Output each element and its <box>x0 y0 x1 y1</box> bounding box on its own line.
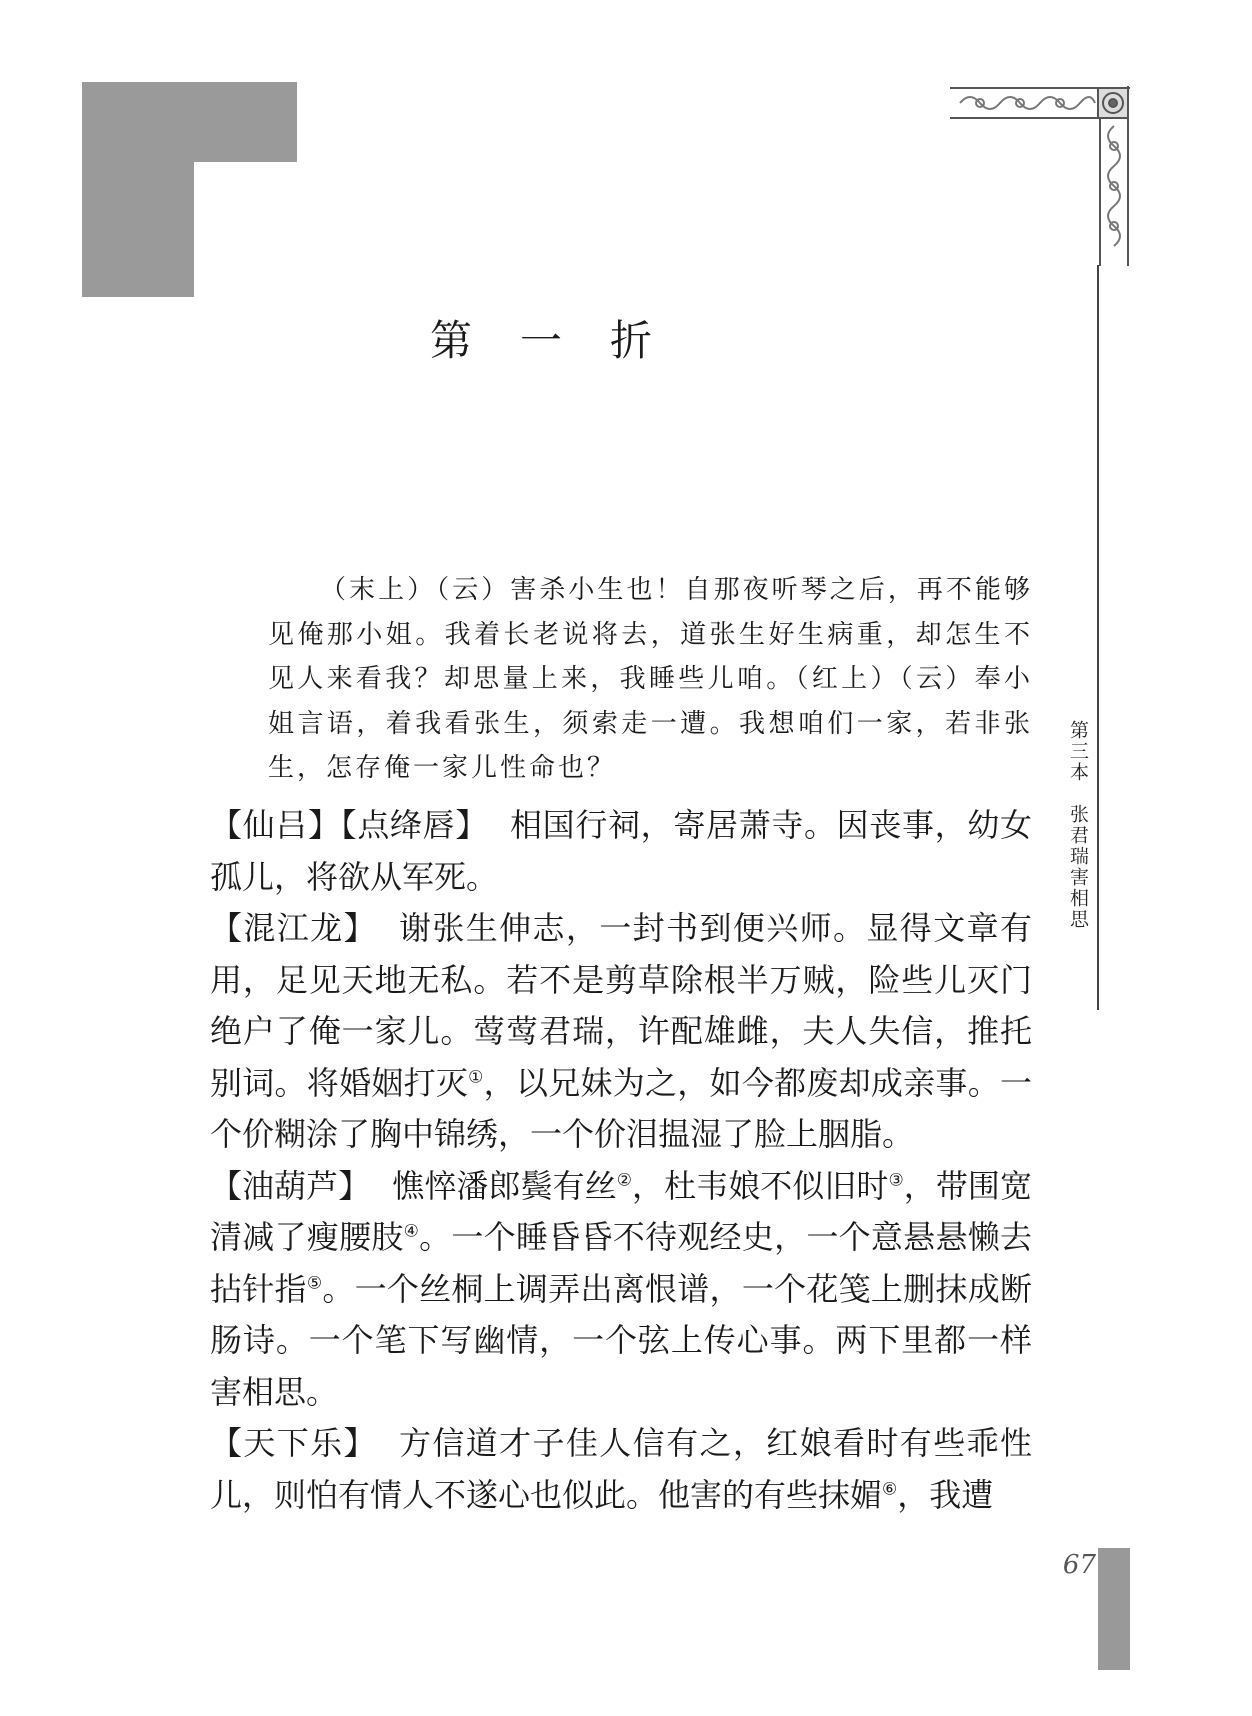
chapter-title: 第一折 <box>429 316 700 365</box>
verse-text: ，带围宽清减了瘦腰肢 <box>210 1166 1032 1256</box>
footnote-marker[interactable]: ④ <box>403 1221 420 1242</box>
verse-text: ，杜韦娘不似旧时 <box>632 1166 889 1205</box>
verse-text: 憔悴潘郎鬓有丝 <box>392 1166 617 1205</box>
verse-text: ，以兄妹为之，如今都废却成亲事。一个价糊涂了胸中锦绣，一个价泪揾湿了脸上胭脂。 <box>210 1063 1032 1153</box>
verse-text: 谢张生伸志，一封书到便兴师。显得文章有用，足见天地无私。若不是剪草除根半万贼，险些儿灭门绝户了俺一家儿。莺莺君瑞，许配雄雌，夫人失信，推托别词。将婚姻打灭 <box>210 909 1032 1102</box>
verse-paragraph <box>210 903 1032 1161</box>
intro-text: （末上）（云）害杀小生也！自那夜听琴之后，再不能够见俺那小姐。我着长老说将去，道张生好生病重，却怎生不见人来看我？却思量上来，我睡些儿咱。（红上）（云）奉小姐言语，着我看张生，须索走一遭。我想咱们一家，若非张生，怎存俺一家儿性命也？ <box>268 575 1033 783</box>
verse-text: 相国行祠，寄居萧寺。因丧事，幼女孤儿，将欲从军死。 <box>210 806 1032 896</box>
verse-text: 方信道才子佳人信有之，红娘看时有些乖性儿，则怕有情人不遂心也似此。他害的有些抹媚 <box>210 1424 1032 1514</box>
intro-passage <box>268 568 1033 791</box>
verse-text: ，我遭 <box>897 1475 994 1514</box>
verse-paragraph <box>210 800 1032 903</box>
footnote-marker[interactable]: ③ <box>888 1169 904 1190</box>
decorative-gray-block <box>82 82 297 162</box>
vertical-rule <box>1097 265 1099 1010</box>
verse-paragraph <box>210 1418 1032 1521</box>
verse-text: 。一个丝桐上调弄出离恨谱，一个花笺上删抹成断肠诗。一个笔下写幽情，一个弦上传心事。两下里都一样害相思。 <box>210 1269 1032 1411</box>
decorative-gray-block <box>82 162 194 297</box>
tune-name: 【混江龙】 <box>210 909 377 947</box>
ornamental-corner-border <box>950 86 1130 266</box>
running-side-title: 第三本 张君瑞害相思 <box>1067 720 1089 930</box>
tune-name: 【油葫芦】 <box>210 1166 371 1205</box>
verse-text: 。一个睡昏昏不待观经史，一个意悬悬懒去拈针指 <box>210 1218 1032 1308</box>
tune-name: 【天下乐】 <box>210 1424 377 1462</box>
tune-name: 【仙吕】【点绛唇】 <box>210 806 488 844</box>
footnote-marker[interactable]: ② <box>616 1169 633 1190</box>
footnote-marker[interactable]: ⑥ <box>882 1478 898 1499</box>
page-edge-tab <box>1098 1548 1130 1670</box>
footnote-marker[interactable]: ① <box>468 1066 484 1087</box>
page-number: 67 <box>1062 1550 1096 1580</box>
verse-list <box>210 800 1032 1521</box>
footnote-marker[interactable]: ⑤ <box>306 1272 323 1293</box>
verse-paragraph <box>210 1161 1032 1419</box>
